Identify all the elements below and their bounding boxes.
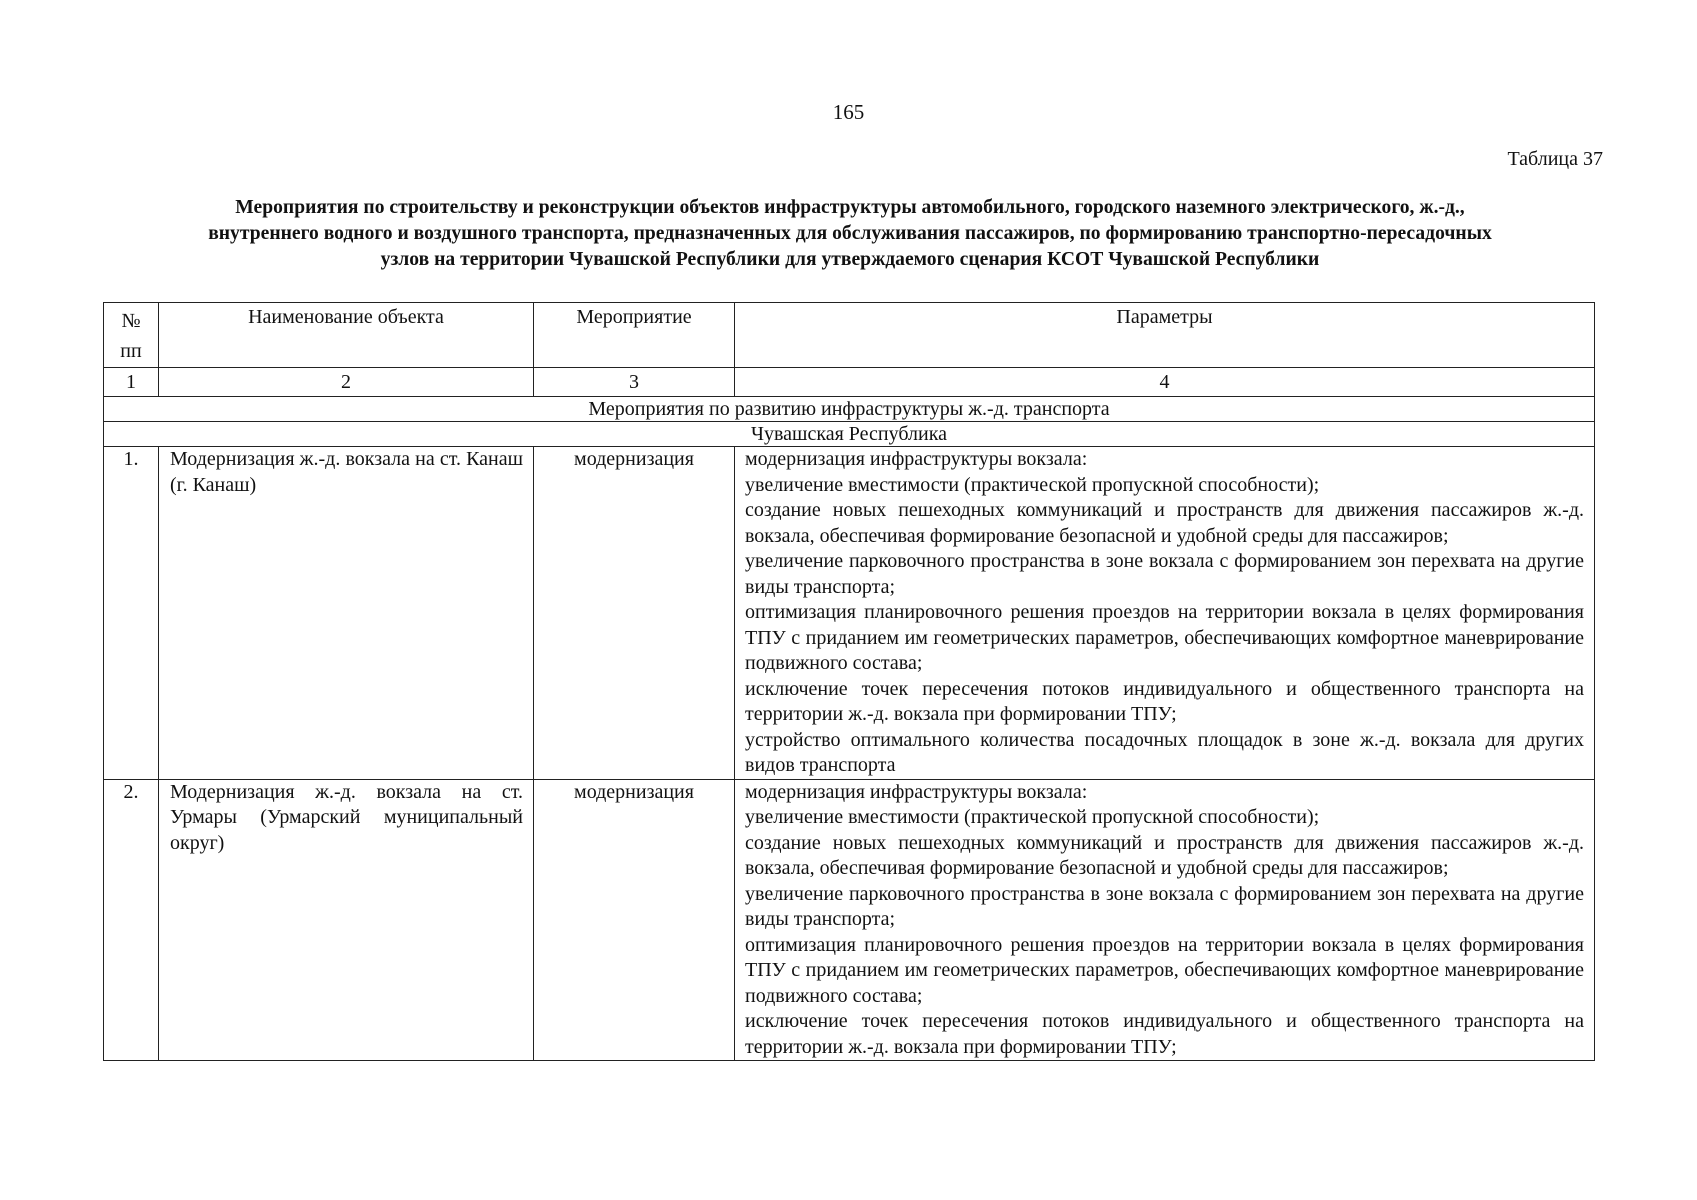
param-line: исключение точек пересечения потоков индивидуального и общественного транспорта на территории ж.-д. вокзала при формировании ТПУ;	[745, 677, 1584, 725]
params-cell	[735, 779, 1595, 1061]
table-row	[104, 779, 1595, 1061]
param-line: оптимизация планировочного решения проездов на территории вокзала в целях формирования ТПУ с приданием им геометрических параметров, обеспечивающих комфортное маневрирование подвижного состава;	[745, 601, 1584, 674]
header-params: Параметры	[735, 303, 1595, 368]
column-numbers-row	[104, 368, 1595, 397]
param-line: создание новых пешеходных коммуникаций и пространств для движения пассажиров ж.-д. вокзала, обеспечивая формирование безопасной и удобной среды для пассажиров;	[745, 831, 1584, 879]
column-number: 4	[735, 368, 1595, 397]
param-line: модернизация инфраструктуры вокзала:	[745, 448, 1088, 470]
header-action: Мероприятие	[534, 303, 735, 368]
section-title: Мероприятия по развитию инфраструктуры ж.-д. транспорта	[104, 397, 1595, 422]
table-row	[104, 447, 1595, 780]
column-number: 2	[159, 368, 534, 397]
header-name: Наименование объекта	[159, 303, 534, 368]
subsection-row	[104, 422, 1595, 447]
table-title	[100, 195, 1600, 273]
row-number: 2.	[104, 779, 159, 1061]
param-line: модернизация инфраструктуры вокзала:	[745, 780, 1088, 803]
param-line: исключение точек пересечения потоков индивидуального и общественного транспорта на территории ж.-д. вокзала при формировании ТПУ;	[745, 1010, 1584, 1058]
title-line: внутреннего водного и воздушного транспорта, предназначенных для обслуживания пассажиров, по формированию транспортно-пересадочных	[208, 223, 1492, 244]
object-name: Модернизация ж.-д. вокзала на ст. Канаш (г. Канаш)	[159, 447, 534, 780]
action-cell: модернизация	[534, 447, 735, 780]
column-number: 3	[534, 368, 735, 397]
params-cell	[735, 447, 1595, 780]
action-cell: модернизация	[534, 779, 735, 1061]
param-line: увеличение парковочного пространства в зоне вокзала с формированием зон перехвата на другие виды транспорта;	[745, 550, 1584, 598]
param-line: увеличение парковочного пространства в зоне вокзала с формированием зон перехвата на другие виды транспорта;	[745, 882, 1584, 930]
page-number: 165	[832, 100, 865, 124]
param-line: увеличение вместимости (практической пропускной способности);	[745, 473, 1320, 496]
header-no: № пп	[104, 303, 159, 368]
subsection-title: Чувашская Республика	[104, 422, 1595, 447]
table-header-row	[104, 303, 1595, 368]
column-number: 1	[104, 368, 159, 397]
events-table	[103, 302, 1595, 1061]
section-row	[104, 397, 1595, 422]
param-line: устройство оптимального количества посадочных площадок в зоне ж.-д. вокзала для других видов транспорта	[745, 728, 1584, 776]
row-number: 1.	[104, 447, 159, 780]
table-label: Таблица 37	[1507, 148, 1603, 170]
object-name: Модернизация ж.-д. вокзала на ст. Урмары (Урмарский муниципальный округ)	[159, 779, 534, 1061]
param-line: увеличение вместимости (практической пропускной способности);	[745, 806, 1320, 828]
title-line: узлов на территории Чувашской Республики для утверждаемого сценария КСОТ Чувашской Республики	[380, 249, 1320, 270]
param-line: оптимизация планировочного решения проездов на территории вокзала в целях формирования ТПУ с приданием им геометрических параметров, обеспечивающих комфортное маневрирование подвижного состава;	[745, 933, 1584, 1007]
param-line: создание новых пешеходных коммуникаций и пространств для движения пассажиров ж.-д. вокзала, обеспечивая формирование безопасной и удобной среды для пассажиров;	[745, 499, 1584, 547]
title-line: Мероприятия по строительству и реконструкции объектов инфраструктуры автомобильного, городского наземного электрического, ж.-д.,	[235, 197, 1465, 218]
